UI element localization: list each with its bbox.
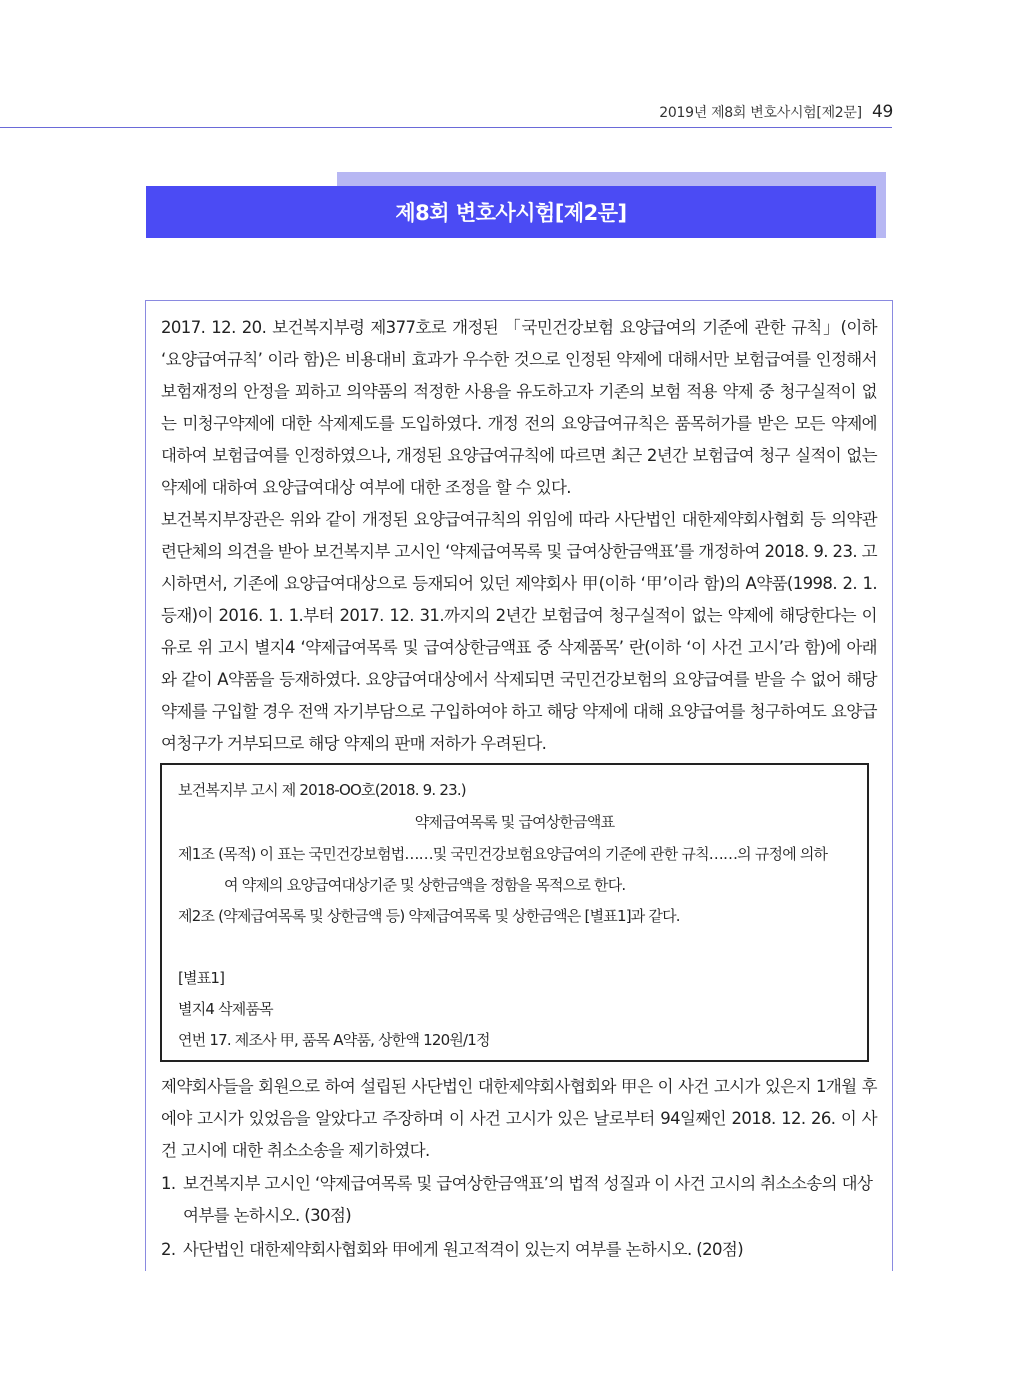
question-text: 사단법인 대한제약회사협회와 甲에게 원고적격이 있는지 여부를 논하시오. (20점) — [183, 1240, 744, 1259]
notice-box — [160, 763, 869, 1062]
notice-article-1: 제1조 (목적) 이 표는 국민건강보험법……및 국민건강보험요양급여의 기준에 관한 규칙……의 규정에 의하 — [178, 845, 828, 863]
question-number: 1. — [161, 1174, 176, 1193]
title-bar — [146, 186, 876, 238]
notice-article-1-cont: 여 약제의 요양급여대상기준 및 상한금액을 정함을 목적으로 한다. — [224, 876, 626, 894]
notice-title: 약제급여목록 및 급여상한금액표 — [414, 813, 615, 831]
question-1 — [161, 1168, 877, 1232]
notice-annex-entry: 연번 17. 제조사 甲, 품목 A약품, 상한액 120원/1정 — [178, 1031, 490, 1049]
page-title: 제8회 변호사시험[제2문] — [395, 201, 627, 225]
notice-number: 보건복지부 고시 제 2018-OO호(2018. 9. 23.) — [178, 781, 466, 799]
paragraph-2: 보건복지부장관은 위와 같이 개정된 요양급여규칙의 위임에 따라 사단법인 대한제약회사협회 등 의약관련단체의 의견을 받아 보건복지부 고시인 ‘약제급여목록 및 급여상한금액표’를 개정하여 2018. 9. 23. 고시하면서, 기존에 요양급여대상으로 등재되어 있던 제약회사 甲(이하 ‘甲’이라 함)의 A약품(1998. 2. 1. 등재)이 2016. 1. 1.부터 2017. 12. 31.까지의 2년간 보험급여 청구실적이 없는 약제에 해당한다는 이유로 위 고시 별지4 ‘약제급여목록 및 급여상한금액표 중 삭제품목’ 란(이하 ‘이 사건 고시’라 함)에 아래와 같이 A약품을 등재하였다. 요양급여대상에서 삭제되면 국민건강보험의 요양급여를 받을 수 없어 해당 약제를 구입할 경우 전액 자기부담으로 구입하여야 하고 해당 약제에 대해 요양급여를 청구하여도 요양급여청구가 거부되므로 해당 약제의 판매 저하가 우려된다. — [161, 510, 877, 753]
question-2 — [161, 1234, 877, 1266]
running-title: 2019년 제8회 변호사시험[제2문] — [659, 105, 862, 121]
running-header — [659, 102, 893, 122]
notice-annex-label: [별표1] — [178, 969, 225, 987]
page-number: 49 — [871, 102, 893, 122]
notice-annex-title: 별지4 삭제품목 — [178, 1000, 273, 1018]
paragraph-1: 2017. 12. 20. 보건복지부령 제377호로 개정된 「국민건강보험 요양급여의 기준에 관한 규칙」(이하 ‘요양급여규칙’ 이라 함)은 비용대비 효과가 우수한 것으로 인정된 약제에 대해서만 보험급여를 인정해서 보험재정의 안정을 꾀하고 의약품의 적정한 사용을 유도하고자 기존의 보험 적용 약제 중 청구실적이 없는 미청구약제에 대한 삭제제도를 도입하였다. 개정 전의 요양급여규칙은 품목허가를 받은 모든 약제에 대하여 보험급여를 인정하였으나, 개정된 요양급여규칙에 따르면 최근 2년간 보험급여 청구 실적이 없는 약제에 대하여 요양급여대상 여부에 대한 조정을 할 수 있다. — [161, 318, 877, 497]
question-text: 보건복지부 고시인 ‘약제급여목록 및 급여상한금액표’의 법적 성질과 이 사건 고시의 취소소송의 대상 여부를 논하시오. (30점) — [183, 1174, 873, 1225]
header-rule — [0, 127, 892, 128]
notice-article-2: 제2조 (약제급여목록 및 상한금액 등) 약제급여목록 및 상한금액은 [별표1]과 같다. — [178, 907, 680, 925]
question-number: 2. — [161, 1240, 176, 1259]
paragraph-3: 제약회사들을 회원으로 하여 설립된 사단법인 대한제약회사협회와 甲은 이 사건 고시가 있은지 1개월 후에야 고시가 있었음을 알았다고 주장하며 이 사건 고시가 있은 날로부터 94일째인 2018. 12. 26. 이 사건 고시에 대한 취소소송을 제기하였다. — [161, 1077, 877, 1160]
